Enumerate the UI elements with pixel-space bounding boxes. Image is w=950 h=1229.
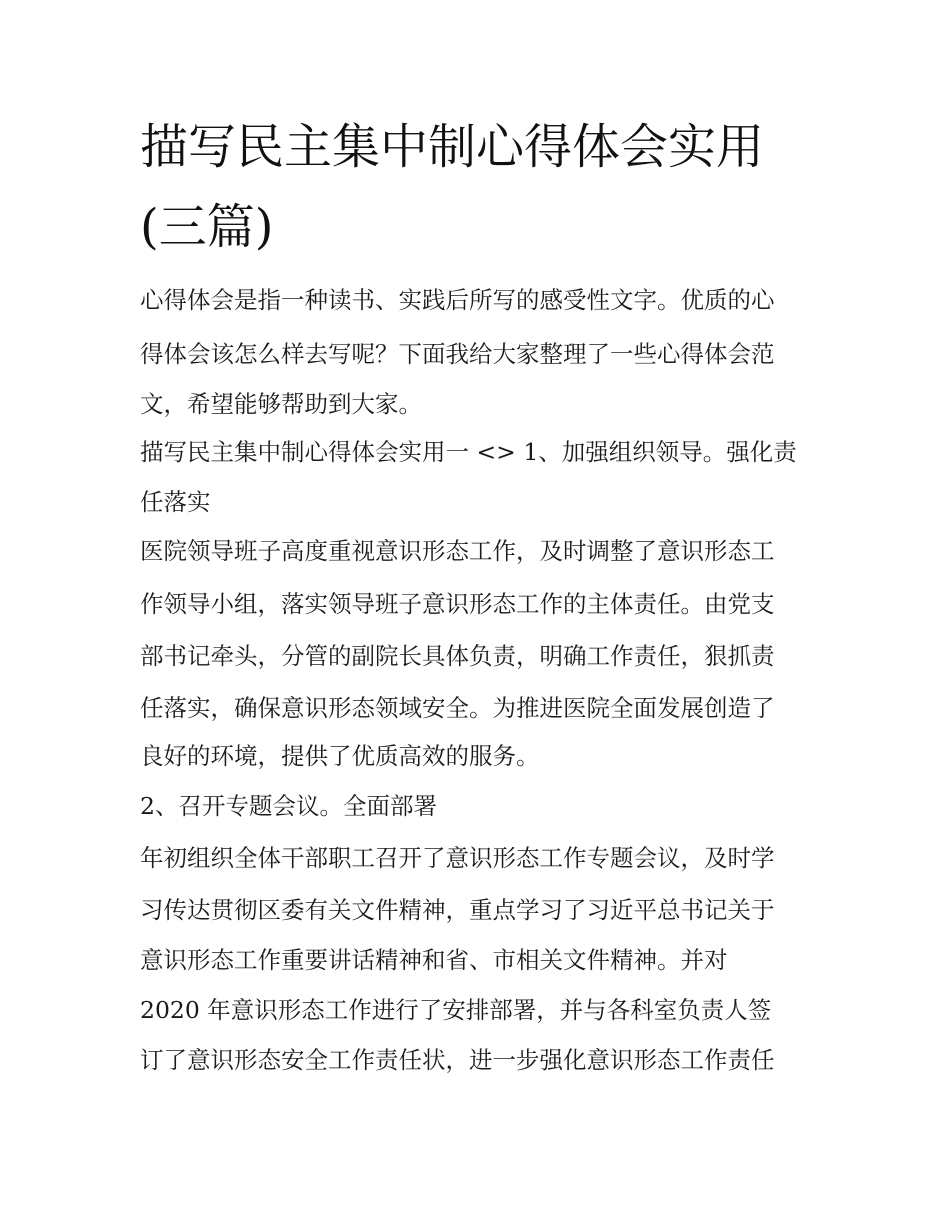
body-line-14: 意识形态工作重要讲话精神和省、市相关文件精神。并对 <box>140 946 728 974</box>
body-line-1: 心得体会是指一种读书、实践后所写的感受性文字。优质的心 <box>140 286 775 314</box>
body-line-12: 年初组织全体干部职工召开了意识形态工作专题会议，及时学 <box>140 844 775 872</box>
document-title-line-1: 描写民主集中制心得体会实用 <box>140 119 765 175</box>
body-line-16: 订了意识形态安全工作责任状，进一步强化意识形态工作责任 <box>140 1046 775 1074</box>
body-line-10: 良好的环境，提供了优质高效的服务。 <box>140 742 540 770</box>
body-line-7: 作领导小组，落实领导班子意识形态工作的主体责任。由党支 <box>140 590 775 618</box>
body-line-5: 任落实 <box>140 488 211 516</box>
body-line-6: 医院领导班子高度重视意识形态工作，及时调整了意识形态工 <box>140 537 775 565</box>
body-line-13: 习传达贯彻区委有关文件精神，重点学习了习近平总书记关于 <box>140 896 775 924</box>
body-line-3: 文，希望能够帮助到大家。 <box>140 390 422 418</box>
body-line-2: 得体会该怎么样去写呢？下面我给大家整理了一些心得体会范 <box>140 340 775 368</box>
body-line-11: 2、召开专题会议。全面部署 <box>140 792 437 820</box>
body-line-9: 任落实，确保意识形态领域安全。为推进医院全面发展创造了 <box>140 694 775 722</box>
body-line-8: 部书记牵头，分管的副院长具体负责，明确工作责任，狠抓责 <box>140 642 775 670</box>
body-line-15: 2020 年意识形态工作进行了安排部署，并与各科室负责人签 <box>140 996 772 1024</box>
document-title-line-2: (三篇) <box>140 199 274 255</box>
body-line-4: 描写民主集中制心得体会实用一 <> 1、加强组织领导。强化责 <box>140 438 797 466</box>
